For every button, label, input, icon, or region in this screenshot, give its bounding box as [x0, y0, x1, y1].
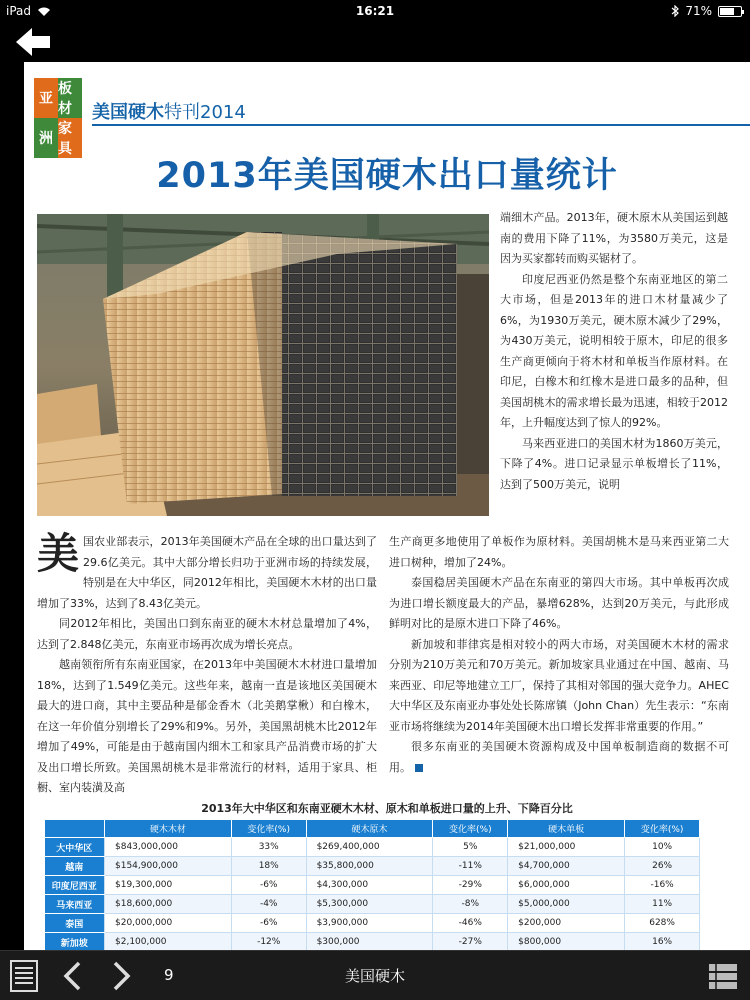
top-nav — [0, 22, 750, 62]
article-column-right-top — [500, 208, 728, 495]
logo-char: 板材 — [58, 78, 82, 118]
table-cell: -12% — [231, 933, 306, 951]
table-cell: $4,300,000 — [306, 876, 433, 895]
article-headline: 2013年美国硬木出口量统计 — [156, 156, 618, 196]
table-row — [45, 838, 700, 857]
table-cell: 628% — [625, 914, 700, 933]
battery-percent: 71% — [685, 4, 712, 18]
publication-logo — [34, 78, 82, 157]
import-table — [44, 819, 700, 950]
table-header-cell: 变化率(%) — [625, 820, 700, 838]
back-arrow-icon — [14, 26, 52, 58]
table-cell: $19,300,000 — [105, 876, 232, 895]
drop-cap: 美 — [37, 529, 80, 578]
table-row-header: 泰国 — [45, 914, 105, 933]
paragraph: 端细木产品。2013年，硬木原木从美国运到越南的费用下降了11%，为3580万美元，这是因为买家都转而购买锯材了。 — [500, 211, 728, 265]
table-cell: 5% — [433, 838, 508, 857]
paragraph-text: 国农业部表示，2013年美国硬木产品在全球的出口量达到了29.6亿美元。其中大部分增长归功于亚洲市场的持续发展，特别是在大中华区，同2012年相比，美国硬木木材的出口量增加了33%，达到了8.43亿美元。 — [37, 535, 377, 610]
battery-icon — [718, 6, 742, 17]
table-cell: -11% — [433, 857, 508, 876]
table-cell: $200,000 — [508, 914, 625, 933]
table-cell: -6% — [231, 876, 306, 895]
table-cell: $269,400,000 — [306, 838, 433, 857]
table-cell: -8% — [433, 895, 508, 914]
table-row — [45, 914, 700, 933]
issue-title-rest: 特刊2014 — [164, 102, 246, 123]
back-button[interactable] — [14, 26, 52, 58]
thumbnails-icon — [708, 963, 738, 991]
table-cell: $5,300,000 — [306, 895, 433, 914]
logo-char: 家具 — [58, 118, 82, 158]
table-header-cell: 硬木木材 — [105, 820, 232, 838]
device-name: iPad — [6, 4, 32, 18]
table-cell: 18% — [231, 857, 306, 876]
table-cell: 33% — [231, 838, 306, 857]
table-row — [45, 876, 700, 895]
table-cell: $2,100,000 — [105, 933, 232, 951]
table-cell: $3,900,000 — [306, 914, 433, 933]
table-cell: $843,000,000 — [105, 838, 232, 857]
table-row — [45, 895, 700, 914]
article-column-left — [37, 529, 377, 799]
table-cell: $5,000,000 — [508, 895, 625, 914]
table-cell: -29% — [433, 876, 508, 895]
paragraph: 同2012年相比，美国出口到东南亚的硬木木材总量增加了4%，达到了2.848亿美元，东南亚市场再次成为增长亮点。 — [37, 617, 377, 651]
publication-title: 美国硬木 — [344, 967, 405, 985]
paragraph: 泰国稳居美国硬木产品在东南亚的第四大市场。其中单板再次成为进口增长额度最大的产品，暴增628%，达到20万美元，与此形成鲜明对比的是原木进口下降了46%。 — [389, 576, 729, 630]
table-header-cell: 变化率(%) — [433, 820, 508, 838]
paragraph-text: 很多东南亚的美国硬木资源构成及中国单板制造商的数据不可用。 — [389, 740, 729, 774]
bottom-toolbar — [0, 950, 750, 1000]
table-row-header: 越南 — [45, 857, 105, 876]
table-row-header: 新加坡 — [45, 933, 105, 951]
logo-char: 亚 — [34, 78, 58, 118]
header-rule — [92, 124, 750, 126]
status-right — [671, 4, 742, 18]
table-cell: 11% — [625, 895, 700, 914]
logo-char: 洲 — [34, 118, 58, 158]
table-header-cell: 硬木单板 — [508, 820, 625, 838]
paragraph: 生产商更多地使用了单板作为原材料。美国胡桃木是马来西亚第二大进口树种，增加了24%。 — [389, 535, 729, 569]
table-row-header: 大中华区 — [45, 838, 105, 857]
paragraph — [37, 529, 377, 614]
table-cell: $4,700,000 — [508, 857, 625, 876]
table-cell: 16% — [625, 933, 700, 951]
end-mark-icon — [415, 764, 423, 772]
table-row — [45, 857, 700, 876]
magazine-page[interactable] — [24, 62, 750, 950]
bluetooth-icon — [671, 5, 679, 17]
table-row-header: 马来西亚 — [45, 895, 105, 914]
table-header-cell: 硬木原木 — [306, 820, 433, 838]
paragraph: 越南领衔所有东南亚国家，在2013年中美国硬木木材进口量增加18%，达到了1.549亿美元。这些年来，越南一直是该地区美国硬木最大的进口商，其中主要品种是郁金香木（北美鹅掌楸）和白橡木，在这一年价值分别增长了29%和9%。另外，美国黑胡桃木比2012年增加了49%，可能是由于越南国内细木工和家具产品消费市场的扩大及出口增长所致。美国黑胡桃木是非常流行的材料，适用于家具、柜橱、室内装潢及高 — [37, 658, 377, 794]
page-header — [34, 74, 750, 157]
clock: 16:21 — [355, 4, 395, 18]
page-number: 9 — [164, 966, 174, 984]
table-cell: $20,000,000 — [105, 914, 232, 933]
table-cell: $35,800,000 — [306, 857, 433, 876]
table-cell: $21,000,000 — [508, 838, 625, 857]
paragraph: 马来西亚进口的美国木材为1860万美元，下降了4%。进口记录显示单板增长了11%，达到了500万美元，说明 — [500, 436, 728, 491]
issue-title-bold: 美国硬木 — [92, 102, 164, 123]
article-column-right — [389, 532, 729, 778]
table-cell: -6% — [231, 914, 306, 933]
battery-level — [720, 8, 734, 15]
table-header-cell: 变化率(%) — [231, 820, 306, 838]
lumber-stack-photo — [37, 214, 489, 516]
thumbnails-button[interactable] — [708, 963, 738, 995]
table-row-header: 印度尼西亚 — [45, 876, 105, 895]
issue-title — [92, 98, 246, 124]
table-cell: $18,600,000 — [105, 895, 232, 914]
table-cell: $300,000 — [306, 933, 433, 951]
table-cell: -4% — [231, 895, 306, 914]
table-cell: 26% — [625, 857, 700, 876]
table-cell: 10% — [625, 838, 700, 857]
table-cell: -27% — [433, 933, 508, 951]
paragraph: 新加坡和菲律宾是相对较小的两大市场，对美国硬木木材的需求分别为210万美元和70万美元。新加坡家具业通过在中国、越南、马来西亚、印尼等地建立工厂，保持了其相对邻国的强大竞争力。AHEC大中华区及东南亚办事处处长陈席镇（John Chan）先生表示：“东南亚市场将继续为2014年美国硬木出口增长发挥非常重要的作用。” — [389, 637, 729, 733]
table-cell: -16% — [625, 876, 700, 895]
table-header-row — [45, 820, 700, 838]
table-row — [45, 933, 700, 951]
table-cell: $6,000,000 — [508, 876, 625, 895]
table-title: 2013年大中华区和东南亚硬木木材、原木和单板进口量的上升、下降百分比 — [201, 802, 573, 815]
table-cell: $154,900,000 — [105, 857, 232, 876]
table-cell: $800,000 — [508, 933, 625, 951]
paragraph: 印度尼西亚仍然是整个东南亚地区的第二大市场，但是2013年的进口木材量减少了6%，为1930万美元，硬木原木减少了29%，为430万美元，说明相较于原木，印尼的很多生产商更倾向于将木材和单板当作原材料。在印尼，白橡木和红橡木是进口最多的品种，但美国胡桃木的需求增长最为迅速，相较于2012年，上升幅度达到了惊人的92%。 — [500, 272, 728, 429]
table-header-cell — [45, 820, 105, 838]
paragraph — [389, 737, 729, 778]
table-cell: -46% — [433, 914, 508, 933]
status-bar — [0, 0, 750, 22]
